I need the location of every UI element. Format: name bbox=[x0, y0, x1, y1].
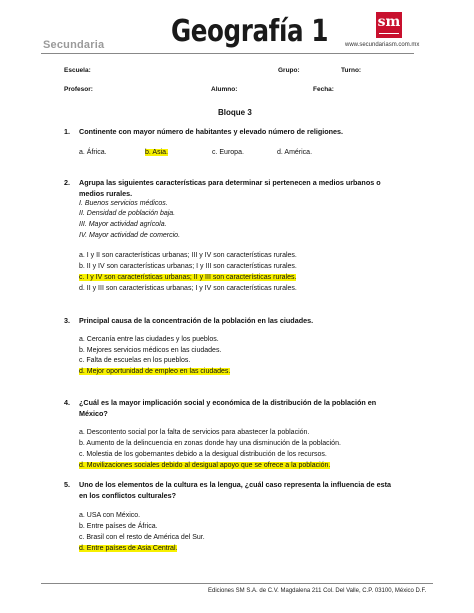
field-escuela: Escuela: bbox=[64, 67, 91, 74]
publisher-footer: Ediciones SM S.A. de C.V. Magdalena 211 Col. Del Valle, C.P. 03100, México D.F. bbox=[208, 588, 427, 594]
logo-underline bbox=[379, 33, 399, 35]
q3-option-d-text: d. Mejor oportunidad de empleo en las ciudades. bbox=[79, 368, 231, 375]
q2-item-1: I. Buenos servicios médicos. bbox=[79, 200, 168, 207]
field-fecha: Fecha: bbox=[313, 86, 334, 93]
q3-option-b: b. Mejores servicios médicos en las ciudades. bbox=[79, 347, 222, 354]
q4-option-b: b. Aumento de la delincuencia en zonas donde hay una disminución de la población. bbox=[79, 440, 341, 447]
q5-option-d bbox=[79, 544, 177, 554]
question-text: Uno de los elementos de la cultura es la lengua, ¿cuál caso representa la influencia de esta en los conflictos culturales? bbox=[79, 480, 391, 500]
question-1 bbox=[64, 126, 394, 137]
field-turno: Turno: bbox=[341, 67, 362, 74]
question-5 bbox=[64, 479, 394, 501]
q5-option-b: b. Entre países de África. bbox=[79, 523, 158, 530]
q2-item-4: IV. Mayor actividad de comercio. bbox=[79, 232, 181, 239]
field-alumno: Alumno: bbox=[211, 86, 238, 93]
logo-text: sm bbox=[377, 14, 401, 30]
q2-option-b: b. II y IV son características urbanas; I y III son características rurales. bbox=[79, 263, 297, 270]
q3-option-c: c. Falta de escuelas en los pueblos. bbox=[79, 357, 191, 364]
header-divider bbox=[41, 53, 414, 54]
q3-option-a: a. Cercanía entre las ciudades y los pueblos. bbox=[79, 336, 219, 343]
website-url[interactable]: www.secundariasm.com.mx bbox=[345, 42, 420, 48]
question-4 bbox=[64, 397, 394, 419]
question-text: Continente con mayor número de habitantes y elevado número de religiones. bbox=[79, 127, 343, 136]
q2-option-c bbox=[79, 273, 296, 283]
q4-option-d-text: d. Movilizaciones sociales debido al desigual apoyo que se ofrece a la población. bbox=[79, 462, 331, 469]
question-number: 3. bbox=[64, 316, 70, 325]
block-title: Bloque 3 bbox=[218, 108, 252, 117]
field-grupo: Grupo: bbox=[278, 67, 300, 74]
question-number: 1. bbox=[64, 127, 70, 136]
q5-option-d-text: d. Entre países de Asia Central. bbox=[79, 545, 178, 552]
q4-option-c: c. Molestia de los gobernantes debido a la desigual distribución de los recursos. bbox=[79, 451, 327, 458]
q1-option-a: a. África. bbox=[79, 149, 107, 156]
q4-option-d bbox=[79, 461, 330, 471]
q1-option-b bbox=[145, 148, 168, 158]
q1-option-b-text: b. Asia. bbox=[145, 149, 168, 156]
footer-divider bbox=[41, 583, 433, 584]
q2-item-2: II. Densidad de población baja. bbox=[79, 210, 176, 217]
question-2 bbox=[64, 177, 394, 199]
question-3 bbox=[64, 315, 394, 326]
page-title: Geografía 1 bbox=[171, 14, 329, 49]
sm-logo bbox=[376, 12, 402, 38]
field-profesor: Profesor: bbox=[64, 86, 93, 93]
q5-option-c: c. Brasil con el resto de América del Sur. bbox=[79, 534, 205, 541]
question-text: ¿Cuál es la mayor implicación social y económica de la distribución de la población en México? bbox=[79, 398, 377, 418]
q1-option-d: d. América. bbox=[277, 149, 313, 156]
question-number: 4. bbox=[64, 398, 70, 407]
q3-option-d bbox=[79, 367, 230, 377]
q4-option-a: a. Descontento social por la falta de servicios para abastecer la población. bbox=[79, 429, 310, 436]
q1-option-c: c. Europa. bbox=[212, 149, 244, 156]
question-number: 2. bbox=[64, 178, 70, 187]
question-text: Principal causa de la concentración de la población en las ciudades. bbox=[79, 316, 314, 325]
school-level: Secundaria bbox=[43, 39, 105, 51]
q5-option-a: a. USA con México. bbox=[79, 512, 141, 519]
q2-item-3: III. Mayor actividad agrícola. bbox=[79, 221, 167, 228]
q2-option-a: a. I y II son características urbanas; III y IV son características rurales. bbox=[79, 252, 297, 259]
q2-option-c-text: c. I y IV son características urbanas; II y III son características rurales. bbox=[79, 274, 297, 281]
q2-option-d: d. II y III son características urbanas; I y IV son características rurales. bbox=[79, 285, 297, 292]
question-text: Agrupa las siguientes características para determinar si pertenecen a medios urbanos o medios rurales. bbox=[79, 178, 381, 198]
question-number: 5. bbox=[64, 480, 70, 489]
